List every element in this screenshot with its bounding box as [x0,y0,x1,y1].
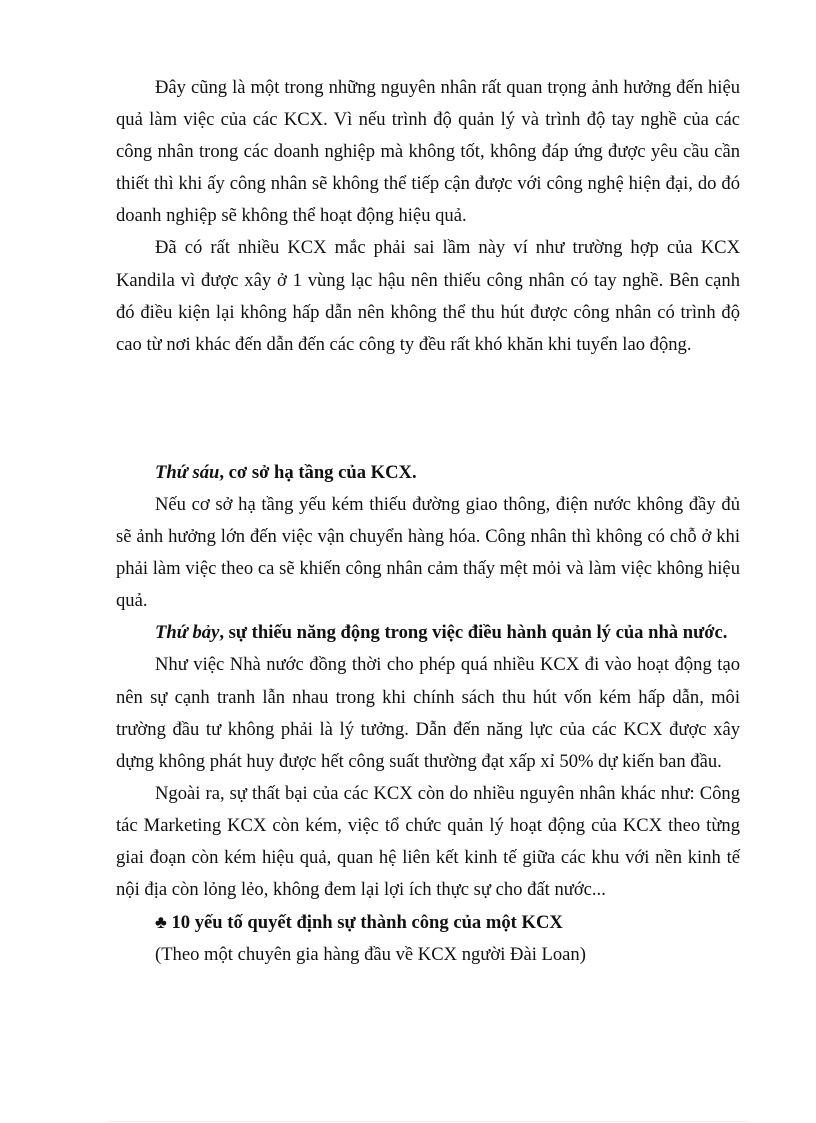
heading-thu-bay-text: , sự thiếu năng động trong việc điều hành quản lý của nhà nước. [219,622,728,644]
heading-thu-bay-label: Thứ bảy [155,622,220,644]
paragraph-gap [116,361,740,457]
document-body [116,72,740,971]
heading-thu-bay [116,617,740,649]
paragraph-4: Như việc Nhà nước đồng thời cho phép quá nhiều KCX đi vào hoạt động tạo nên sự cạnh tranh lẫn nhau trong khi chính sách thu hút vốn kém hấp dẫn, môi trường đầu tư không phải là lý tưởng. Dẫn đến năng lực của các KCX được xây dựng không phát huy được hết công suất thường đạt xấp xỉ 50% dự kiến ban đầu. [116,654,740,772]
page-bottom-rule [108,1121,748,1122]
club-bullet-icon: ♣ [155,912,167,933]
paragraph-5: Ngoài ra, sự thất bại của các KCX còn do nhiều nguyên nhân khác như: Công tác Marketing KCX còn kém, việc tổ chức quản lý hoạt động của KCX theo từng giai đoạn còn kém hiệu quả, quan hệ liên kết kinh tế giữa các khu với nền kinh tế nội địa còn lỏng lẻo, không đem lại lợi ích thực sự cho đất nước... [116,782,740,901]
heading-thu-sau-label: Thứ sáu [155,461,220,483]
heading-thu-sau [116,457,740,489]
paragraph-3: Nếu cơ sở hạ tầng yếu kém thiếu đường giao thông, điện nước không đầy đủ sẽ ảnh hưởng lớn đến việc vận chuyển hàng hóa. Công nhân thì không có chỗ ở khi phải làm việc theo ca sẽ khiến công nhân cảm thấy mệt mỏi và làm việc không hiệu quả. [116,493,740,612]
section-heading-text: 10 yếu tố quyết định sự thành công của một KCX [171,912,563,934]
source-note: (Theo một chuyên gia hàng đầu về KCX người Đài Loan) [155,944,586,966]
heading-thu-sau-text: , cơ sở hạ tầng của KCX. [219,461,417,483]
paragraph-1: Đây cũng là một trong những nguyên nhân rất quan trọng ảnh hưởng đến hiệu quả làm việc của các KCX. Vì nếu trình độ quản lý và trình độ tay nghề của các công nhân trong các doanh nghiệp mà không tốt, không đáp ứng được yêu cầu cần thiết thì khi ấy công nhân sẽ không thể tiếp cận được với công nghệ hiện đại, do đó doanh nghiệp sẽ không thể hoạt động hiệu quả. [116,77,740,227]
paragraph-2: Đã có rất nhiều KCX mắc phải sai lầm này ví như trường hợp của KCX Kandila vì được xây ở 1 vùng lạc hậu nên thiếu công nhân có tay nghề. Bên cạnh đó điều kiện lại không hấp dẫn nên không thể thu hút được công nhân có trình độ cao từ nơi khác đến dẫn đến các công ty đều rất khó khăn khi tuyển lao động. [116,237,740,355]
section-heading [116,906,740,939]
